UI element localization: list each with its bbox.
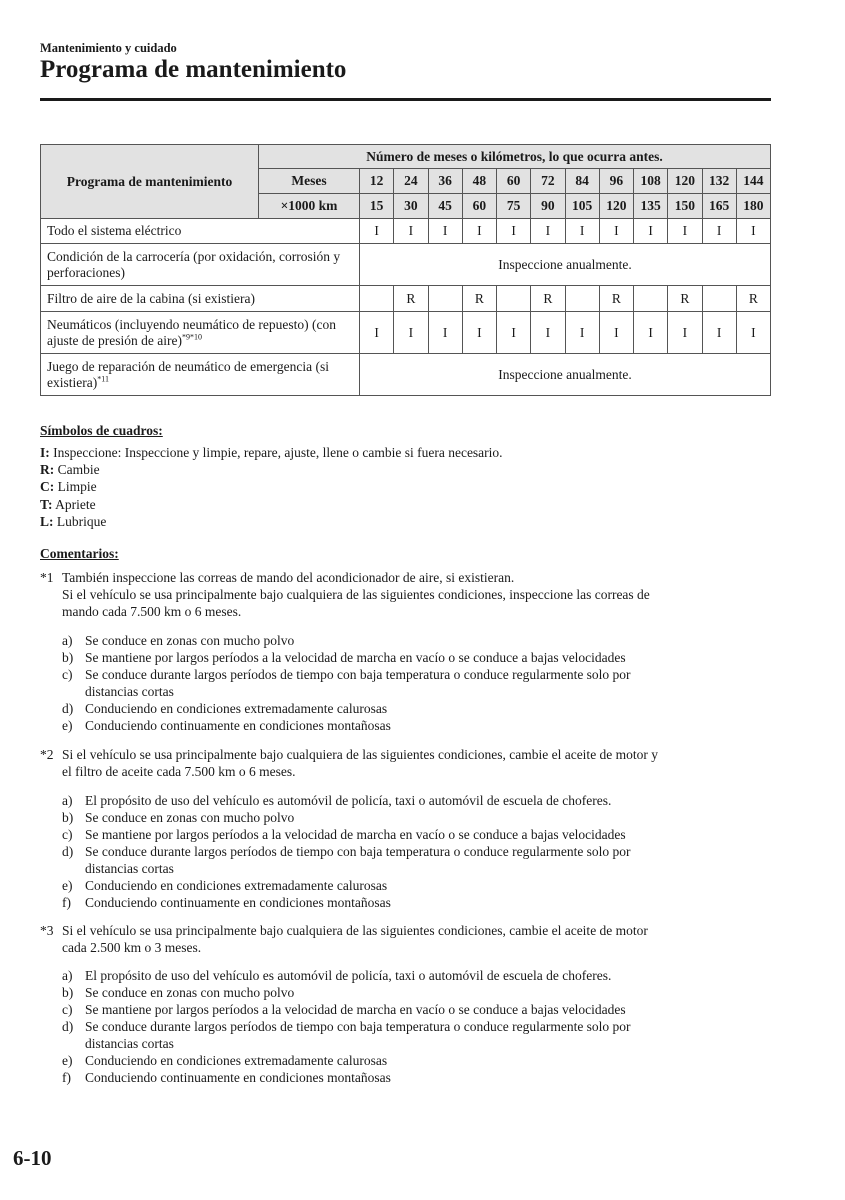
row-item-label: Condición de la carrocería (por oxidación, corrosión y perforaciones) [41,244,360,286]
note-3-conditions [62,967,762,1086]
symbol-key: I: [40,445,50,460]
schedule-mark: I [360,312,394,354]
row-note: Inspeccione anualmente. [360,244,771,286]
list-item [62,894,762,911]
footnote-ref: *11 [97,374,109,383]
schedule-mark: I [531,312,565,354]
note-2-conditions [62,792,762,911]
list-letter: d) [62,701,74,716]
month-header: 132 [702,169,736,194]
row-item-label [41,354,360,396]
table-row [41,244,771,286]
month-header: 36 [428,169,462,194]
list-text: Se mantiene por largos períodos a la velocidad de marcha en vacío o se conduce a bajas velocidades [85,1002,626,1017]
list-letter: a) [62,793,73,808]
schedule-mark: I [668,219,702,244]
list-text: El propósito de uso del vehículo es automóvil de policía, taxi o automóvil de escuela de choferes. [85,793,612,808]
list-item [62,632,762,649]
schedule-mark: I [428,312,462,354]
symbol-item [40,496,503,513]
list-letter: a) [62,633,73,648]
list-text: Se mantiene por largos períodos a la velocidad de marcha en vacío o se conduce a bajas velocidades [85,650,626,665]
schedule-mark: R [736,286,770,312]
list-item [62,1001,762,1018]
note-line: Si el vehículo se usa principalmente bajo cualquiera de las siguientes condiciones, inspeccione las correas de [62,587,650,602]
schedule-mark: I [634,312,668,354]
schedule-mark: I [599,219,633,244]
table-row [41,286,771,312]
row-item-label: Filtro de aire de la cabina (si existiera) [41,286,360,312]
page-title: Programa de mantenimiento [40,56,347,83]
schedule-mark: I [497,312,531,354]
schedule-mark: I [565,219,599,244]
list-text: Se mantiene por largos períodos a la velocidad de marcha en vacío o se conduce a bajas velocidades [85,827,626,842]
list-item [62,717,762,734]
symbol-item [40,513,503,530]
month-header: 48 [462,169,496,194]
list-item [62,700,762,717]
list-item [62,984,762,1001]
list-text: Se conduce durante largos períodos de tiempo con baja temperatura o conduce regularmente solo por [85,667,631,682]
list-text: Se conduce en zonas con mucho polvo [85,633,295,648]
note-line: También inspeccione las correas de mando del acondicionador de aire, si existieran. [62,570,515,585]
section-label: Mantenimiento y cuidado [40,41,177,55]
list-text: Se conduce durante largos períodos de tiempo con baja temperatura o conduce regularmente solo por [85,1019,631,1034]
month-header: 96 [599,169,633,194]
schedule-mark: R [599,286,633,312]
list-item [62,666,762,700]
table-top-header: Número de meses o kilómetros, lo que ocurra antes. [259,145,771,169]
schedule-mark: I [668,312,702,354]
symbols-title: Símbolos de cuadros: [40,423,163,438]
comments-title: Comentarios: [40,546,119,561]
title-rule [40,98,771,101]
list-item [62,792,762,809]
schedule-mark: I [702,312,736,354]
row-item-label: Todo el sistema eléctrico [41,219,360,244]
symbol-text: Limpie [54,479,97,495]
km-header: 90 [531,194,565,219]
km-header: 75 [497,194,531,219]
row-item-text: Neumáticos (incluyendo neumático de repuesto) (con ajuste de presión de aire) [47,316,337,348]
list-text: Conduciendo continuamente en condiciones montañosas [85,895,391,910]
list-text: Se conduce en zonas con mucho polvo [85,810,295,825]
list-letter: e) [62,878,73,893]
symbol-item [40,444,503,461]
table-row [41,219,771,244]
note-mark: *2 [40,747,54,762]
km-header: 120 [599,194,633,219]
schedule-mark: I [497,219,531,244]
schedule-mark: I [428,219,462,244]
comment-note-1 [40,569,771,620]
list-item [62,809,762,826]
row-item-text: Juego de reparación de neumático de emergencia (si existiera) [47,358,329,390]
month-header: 108 [634,169,668,194]
list-letter: f) [62,1070,71,1085]
month-header: 12 [360,169,394,194]
schedule-mark [565,286,599,312]
symbol-text: Cambie [54,462,100,478]
note-line: Si el vehículo se usa principalmente bajo cualquiera de las siguientes condiciones, cambie el aceite de motor [62,923,648,938]
list-text: Conduciendo en condiciones extremadamente calurosas [85,701,388,716]
km-header: 180 [736,194,770,219]
list-letter: e) [62,718,73,733]
row-note: Inspeccione anualmente. [360,354,771,396]
list-item [62,649,762,666]
comment-note-2 [40,746,771,780]
list-item [62,843,762,877]
schedule-mark: I [736,312,770,354]
table-row [41,354,771,396]
list-letter: c) [62,827,73,842]
note-mark: *1 [40,570,54,585]
note-line: Si el vehículo se usa principalmente bajo cualquiera de las siguientes condiciones, cambie el aceite de motor y [62,747,659,762]
symbol-item [40,461,503,478]
schedule-mark: I [462,219,496,244]
schedule-mark: I [360,219,394,244]
list-text: Se conduce en zonas con mucho polvo [85,985,295,1000]
schedule-mark: I [531,219,565,244]
list-letter: c) [62,1002,73,1017]
list-item [62,967,762,984]
month-header: 24 [394,169,428,194]
month-header: 144 [736,169,770,194]
schedule-mark: I [565,312,599,354]
list-item [62,877,762,894]
km-header: 150 [668,194,702,219]
list-letter: a) [62,968,73,983]
schedule-mark: R [531,286,565,312]
list-text-cont: distancias cortas [85,861,174,876]
schedule-mark [702,286,736,312]
symbol-key: C: [40,479,55,495]
list-item [62,1069,762,1086]
list-text: Conduciendo continuamente en condiciones montañosas [85,718,391,733]
list-text: Conduciendo en condiciones extremadamente calurosas [85,878,388,893]
symbol-text: Inspeccione: Inspeccione y limpie, repare, ajuste, llene o cambie si fuera necesario. [49,445,503,460]
comment-note-3 [40,922,771,956]
schedule-mark: R [462,286,496,312]
list-letter: b) [62,985,74,1000]
footnote-ref: *9*10 [181,332,202,341]
list-letter: b) [62,650,74,665]
schedule-mark [428,286,462,312]
note-mark: *3 [40,923,54,938]
schedule-mark: I [736,219,770,244]
maintenance-schedule-table [40,144,771,396]
schedule-mark: I [702,219,736,244]
page-number: 6-10 [13,1146,52,1170]
schedule-mark: I [394,219,428,244]
km-header: 45 [428,194,462,219]
symbol-text: Apriete [52,496,96,512]
list-letter: b) [62,810,74,825]
month-header: 120 [668,169,702,194]
km-header: 135 [634,194,668,219]
note-line: cada 2.500 km o 3 meses. [62,940,202,955]
km-header: 105 [565,194,599,219]
symbols-list [40,444,503,530]
note-line: mando cada 7.500 km o 6 meses. [62,604,242,619]
list-text: El propósito de uso del vehículo es automóvil de policía, taxi o automóvil de escuela de choferes. [85,968,612,983]
schedule-mark: I [634,219,668,244]
month-header: 72 [531,169,565,194]
schedule-mark [497,286,531,312]
table-row [41,312,771,354]
schedule-mark: I [599,312,633,354]
list-item [62,1052,762,1069]
list-item [62,1018,762,1052]
km-label: ×1000 km [259,194,360,219]
list-letter: d) [62,844,74,859]
list-text: Conduciendo continuamente en condiciones montañosas [85,1070,391,1085]
schedule-mark: R [394,286,428,312]
list-letter: d) [62,1019,74,1034]
list-letter: c) [62,667,73,682]
months-label: Meses [259,169,360,194]
schedule-mark: I [462,312,496,354]
symbol-text: Lubrique [53,513,107,529]
km-header: 165 [702,194,736,219]
symbol-key: L: [40,513,54,529]
list-letter: e) [62,1053,73,1068]
symbol-key: T: [40,496,53,512]
list-text: Se conduce durante largos períodos de tiempo con baja temperatura o conduce regularmente solo por [85,844,631,859]
note-line: el filtro de aceite cada 7.500 km o 6 meses. [62,764,296,779]
symbol-item [40,478,503,495]
schedule-mark: R [668,286,702,312]
month-header: 84 [565,169,599,194]
km-header: 30 [394,194,428,219]
row-item-label [41,312,360,354]
list-text: Conduciendo en condiciones extremadamente calurosas [85,1053,388,1068]
list-item [62,826,762,843]
schedule-mark [360,286,394,312]
month-header: 60 [497,169,531,194]
schedule-mark: I [394,312,428,354]
list-text-cont: distancias cortas [85,1036,174,1051]
table-corner-label: Programa de mantenimiento [41,145,259,219]
km-header: 60 [462,194,496,219]
symbol-key: R: [40,462,55,478]
note-1-conditions [62,632,762,734]
schedule-mark [634,286,668,312]
km-header: 15 [360,194,394,219]
list-letter: f) [62,895,71,910]
list-text-cont: distancias cortas [85,684,174,699]
